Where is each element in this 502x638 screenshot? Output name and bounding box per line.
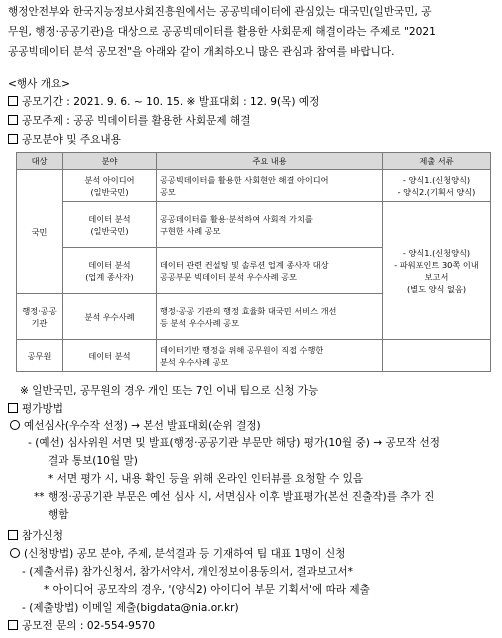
evaluation-note-1: * 서면 평가 시, 내용 확인 등을 위해 온라인 인터뷰를 요청할 수 있음 — [48, 473, 364, 485]
intro-line-1: 행정안전부와 한국지능정보사회진흥원에서는 공공빅데이터에 관심있는 대국민(일반국민, 공 — [8, 6, 432, 18]
checkbox-square-icon — [8, 620, 18, 630]
evaluation-detail-cont: 결과 통보(10월 말) — [48, 455, 138, 467]
row-field: 데이터 분석 (일반국민) — [63, 202, 157, 248]
overview-heading: <행사 개요> — [8, 78, 71, 90]
row-field: 분석 아이디어 (일반국민) — [63, 170, 157, 202]
period-text: 공모기간 : 2021. 9. 6. ~ 10. 15. ※ 발표대회 : 12. 9(목) 예정 — [22, 96, 320, 108]
circle-bullet-icon — [10, 548, 20, 558]
header-docs: 제출 서류 — [383, 153, 491, 170]
fields-heading: 공모분야 및 주요내용 — [22, 134, 121, 146]
theme-text: 공모주제 : 공공 빅데이터를 활용한 사회문제 해결 — [22, 115, 251, 127]
group-citizen: 국민 — [17, 170, 63, 294]
intro-line-2: 무원, 행정·공공기관)을 대상으로 공공빅데이터를 활용한 사회문제 해결이라는 주제로 "2021 — [8, 26, 436, 38]
row-docs: - 양식1.(신청양식) - 파워포인트 30쪽 이내 보고서 (별도 양식 없음) — [383, 202, 491, 340]
row-content: 공공데이터를 활용·분석하여 사회적 가치를 구현한 사례 공모 — [157, 202, 383, 248]
row-field: 데이터 분석 — [63, 340, 157, 372]
table-row — [17, 170, 491, 202]
apply-docs: - (제출서류) 참가신청서, 참가서약서, 개인정보이용동의서, 결과보고서* — [22, 566, 353, 578]
header-content: 주요 내용 — [157, 153, 383, 170]
checkbox-square-icon — [8, 115, 18, 125]
row-content: 데이터기반 행정을 위해 공무원이 직접 수행한 분석 우수사례 공모 — [157, 340, 383, 372]
intro-line-3: 공공빅데이터 분석 공모전"을 아래와 같이 개최하오니 많은 관심과 참여를 바랍니다. — [8, 46, 395, 58]
team-note: ※ 일반국민, 공무원의 경우 개인 또는 7인 이내 팀으로 신청 가능 — [20, 385, 319, 397]
theme-item — [8, 115, 250, 128]
evaluation-item — [8, 403, 63, 416]
table-row — [17, 202, 491, 248]
group-official: 공무원 — [17, 340, 63, 372]
evaluation-note-2-cont: 행함 — [48, 509, 69, 521]
fields-item — [8, 134, 121, 147]
apply-submit: - (제출방법) 이메일 제출(bigdata@nia.or.kr) — [22, 602, 239, 614]
checkbox-square-icon — [8, 96, 18, 106]
row-content: 행정·공공 기관의 행정 효율화 대국민 서비스 개선 등 분석 우수사례 공모 — [157, 294, 383, 340]
row-docs-empty — [383, 340, 491, 372]
apply-docs-note: * 아이디어 공모작의 경우, '(양식2) 아이디어 부문 기획서'에 따라 제출 — [44, 584, 370, 596]
row-content: 데이터 관련 컨설팅 및 솔루션 업계 종사자 대상 공공부문 빅데이터 분석 우수사례 공모 — [157, 248, 383, 294]
row-content: 공공빅데이터를 활용한 사회현안 해결 아이디어 공모 — [157, 170, 383, 202]
table-row — [17, 340, 491, 372]
contact-item — [8, 620, 155, 633]
evaluation-detail: - (예선) 심사위원 서면 및 발표(행정·공공기관 부문만 해당) 평가(10월 중) → 공모작 선정 — [28, 437, 440, 449]
apply-heading: 참가신청 — [22, 530, 63, 542]
period-item — [8, 96, 319, 109]
header-field: 분야 — [63, 153, 157, 170]
apply-item — [8, 530, 63, 543]
contact-text: 공모전 문의 : 02-554-9570 — [22, 620, 156, 632]
apply-method: (신청방법) 공모 분야, 주제, 분석결과 등 기재하여 팀 대표 1명이 신청 — [10, 548, 346, 561]
checkbox-square-icon — [8, 134, 18, 144]
evaluation-step: 예선심사(우수작 선정) → 본선 발표대회(순위 결정) — [10, 420, 261, 433]
checkbox-square-icon — [8, 530, 18, 540]
header-target: 대상 — [17, 153, 63, 170]
group-agency: 행정·공공 기관 — [17, 294, 63, 340]
row-field: 분석 우수사례 — [63, 294, 157, 340]
row-docs: - 양식1.(신청양식) - 양식2.(기획서 양식) — [383, 170, 491, 202]
table-header-row — [17, 153, 491, 170]
evaluation-note-2: ** 행정·공공기관 부문은 예선 심사 시, 서면심사 이후 발표평가(본선 진출작)를 추가 진 — [34, 491, 435, 503]
circle-bullet-icon — [10, 420, 20, 430]
evaluation-heading: 평가방법 — [22, 403, 63, 415]
row-field: 데이터 분석 (업계 종사자) — [63, 248, 157, 294]
checkbox-square-icon — [8, 403, 18, 413]
fields-table — [16, 152, 491, 372]
